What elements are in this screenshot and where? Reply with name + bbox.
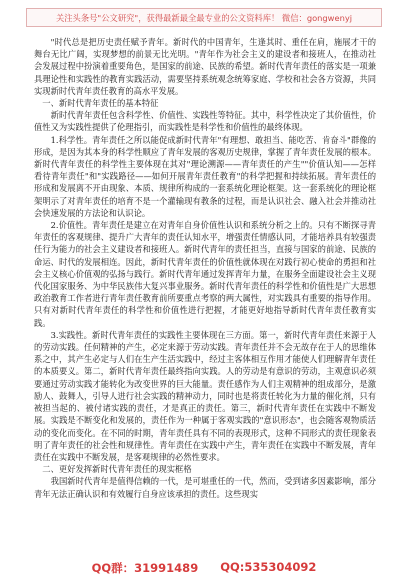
section-heading-1: 一、新时代青年责任的基本特征 xyxy=(42,98,159,109)
promo-banner-text: 关注头条号"公文研究"，获得最新最全最专业的公文资料库！ 微信：gongwenyj xyxy=(55,12,353,23)
qq-group-text: QQ群：31991489 xyxy=(91,561,199,575)
document-body xyxy=(34,36,376,500)
section-heading-2: 二、更好发挥新时代青年责任的现实框格 xyxy=(42,464,192,475)
paragraph-practice: 3.实践性。新时代青年责任的实践性主要体现在三方面。第一，新时代青年责任来源于人的劳动实践。任何精神的产生，必定来源于劳动实践。青年责任并不会无故存在于人的思维体系之中，其产生必定与人们在生产生活实践中，经过主客体相互作用才能使人们理解青年责任的本质要义。第二，新时代青年责任最终指向实践。人的劳动是有意识的劳动，主观意识必须要通过劳动实践才能转化为改变世界的巨大能量。责任感作为人们主观精神的组成部分，是激励人、鼓舞人，引导人进行社会实践的精神动力，同时也是将责任转化为力量的催化剂，只有被担当起的、被付诸实践的责任，才是真正的责任。第三，新时代青年责任在实践中不断发展。实践是不断变化和发展的，责任作为一种属于客观实践的"意识形态"，也会随客观物质活动的变化而变化。在不同的时期，青年责任具有不同的表现形式，这种不同形式的责任现象表明了青年责任的社会性和规律性。青年责任在实践中产生，青年责任在实践中不断发展，青年责任在实践中不断发展，是客观规律的必然性要求。 xyxy=(34,329,376,462)
qq-contact-text: QQ:535304092 xyxy=(220,560,317,574)
paragraph-features-overview: 新时代青年责任包含科学性、价值性、实践性等特征。其中，科学性决定了其价值性，价值性又为实践性提供了伦理指引，而实践性是科学性和价值性的最终体现。 xyxy=(34,110,376,133)
promo-banner xyxy=(26,8,382,27)
paragraph-reality: 我国新时代青年是值得信赖的一代，是可堪重任的一代，然而，受到诸多因素影响，部分青年无法正确认识和有效履行自身应该承担的责任。这些现实 xyxy=(34,476,376,499)
paragraph-value: 2.价值性。青年责任是建立在对青年自身价值性认识和系统分析之上的。只有不断探寻青年责任的客观规律、提升广大青年的责任认知水平，增强责任情感认同，才能培养具有较强责任行为能力的社会主义建设者和接班人。新时代青年的责任担当，直接与国家的前途、民族的命运、时代的发展相连。因此，新时代青年责任的价值性就体现在对践行初心使命的勇担和社会主义核心价值观的弘扬与践行。新时代青年通过发挥青年力量，在服务全面建设社会主义现代化国家服务、为中华民族伟大复兴事业服务。新时代青年责任的科学性和价值性是广大思想政治教育工作者进行青年责任教育前所要重点考察的两大属性，对实践具有重要的指导作用。只有对新时代青年责任的科学性和价值性进行把握，才能更好地指导新时代青年责任教育实践。 xyxy=(34,220,376,328)
paragraph-scientific: 1.科学性。青年责任之所以能促成新时代青年"有理想、敢担当、能吃苦、肯奋斗"群像的形成，是因为其本身的科学性顺应了青年发展的客观历史规律，掌握了青年责任发展的根本。新时代青年责任的科学性主要体现在其对"理论溯源——青年责任的产生""价值认知——怎样看待青年责任"和"实践路径——如何开展青年责任教育"的科学把握和持续拓展。青年责任的形成和发展离不开由现象、本质、规律所构成的一套系统化理论框架。这一套系统化的理论框架明示了对青年责任的培育不是一个灌输现有教条的过程，而是认识社会、融入社会并推动社会快速发展的方法论和认识论。 xyxy=(34,134,376,218)
contact-footer xyxy=(0,560,408,576)
paragraph-intro: "时代总是把历史责任赋予青年。新时代的中国青年，生逢其时、重任在肩，施展才干的舞台无比广阔，实现梦想的前景无比光明。"青年作为社会主义的建设者和接班人，在推动社会发展过程中扮演着重要角色，是国家的前途、民族的希望。新时代青年责任的落实是一项兼具理论性和实践性的教育实践活动，需要坚持系统观念统筹家庭、学校和社会各方资源，共同实现新时代青年责任教育的高水平发展。 xyxy=(34,37,376,96)
